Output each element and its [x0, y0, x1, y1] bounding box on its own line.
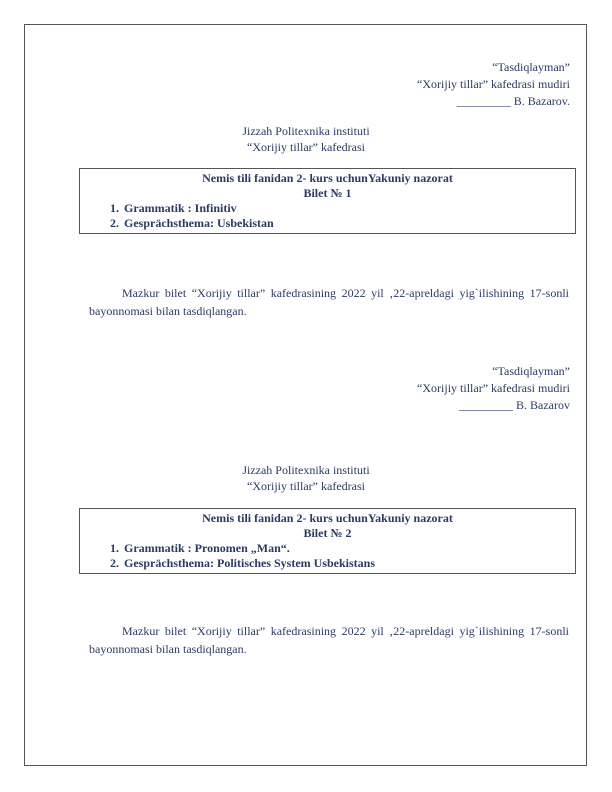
ticket-title-2: Nemis tili fanidan 2- kurs uchunYakuniy nazorat	[202, 511, 453, 525]
approval-signature: _________ B. Bazarov	[459, 398, 570, 412]
approval-paragraph-2	[89, 622, 569, 658]
ticket-item: 1. Grammatik : Pronomen „Man“.	[122, 541, 575, 556]
approval-block-1	[417, 59, 570, 110]
department-name-2: “Xorijiy tillar” kafedrasi	[247, 479, 365, 493]
approval-role: “Xorijiy tillar” kafedrasi mudiri	[417, 381, 570, 395]
ticket-box-1	[79, 168, 576, 234]
ticket-title-1: Nemis tili fanidan 2- kurs uchunYakuniy nazorat	[202, 171, 453, 185]
institute-name-1: Jizzah Politexnika instituti	[242, 124, 370, 138]
approval-block-2	[417, 363, 570, 414]
ticket-items-1	[80, 201, 575, 231]
ticket-items-2	[80, 541, 575, 571]
ticket-item: 2. Gesprächsthema: Usbekistan	[122, 216, 575, 231]
ticket-number-2: Bilet № 2	[303, 526, 352, 540]
approval-role: “Xorijiy tillar” kafedrasi mudiri	[417, 77, 570, 91]
ticket-item: 1. Grammatik : Infinitiv	[122, 201, 575, 216]
ticket-number-1: Bilet № 1	[303, 186, 352, 200]
approval-heading: “Tasdiqlayman”	[492, 60, 570, 74]
paragraph-text: Mazkur bilet “Xorijiy tillar” kafedrasining 2022 yil ‚22-apreldagi yig`ilishining 17-sonli bayonnomasi bilan tasdiqlangan.	[89, 624, 569, 656]
department-name-1: “Xorijiy tillar” kafedrasi	[247, 140, 365, 154]
ticket-box-2	[79, 508, 576, 574]
approval-heading: “Tasdiqlayman”	[492, 364, 570, 378]
ticket-item: 2. Gesprächsthema: Politisches System Usbekistans	[122, 556, 575, 571]
approval-paragraph-1	[89, 284, 569, 320]
institute-name-2: Jizzah Politexnika instituti	[242, 463, 370, 477]
approval-signature: _________ B. Bazarov.	[456, 94, 570, 108]
paragraph-text: Mazkur bilet “Xorijiy tillar” kafedrasining 2022 yil ‚22-apreldagi yig`ilishining 17-sonli bayonnomasi bilan tasdiqlangan.	[89, 286, 569, 318]
